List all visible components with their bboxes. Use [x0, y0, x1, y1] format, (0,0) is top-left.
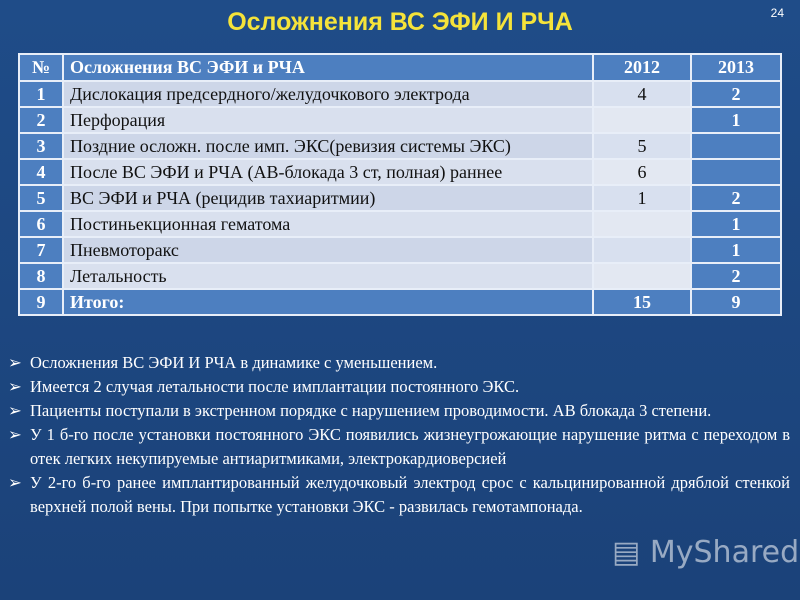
value-2013: 2 [691, 263, 781, 289]
row-number: 7 [19, 237, 63, 263]
header-2013: 2013 [691, 54, 781, 81]
bullet-item [8, 375, 790, 399]
arrow-bullet-icon: ➢ [8, 473, 22, 492]
bullet-text: У 1 б-го после установки постоянного ЭКС появились жизнеугрожающие нарушение ритма с переходом в отек легких некупируемые антиаритмиками, электрокардиоверсией [30, 425, 790, 468]
table-row [19, 159, 781, 185]
row-label: ВС ЭФИ и РЧА (рецидив тахиаритмии) [63, 185, 593, 211]
value-2012: 1 [593, 185, 691, 211]
value-2013: 1 [691, 107, 781, 133]
value-2012: 6 [593, 159, 691, 185]
value-2012 [593, 107, 691, 133]
arrow-bullet-icon: ➢ [8, 353, 22, 372]
value-2013: 9 [691, 289, 781, 315]
row-number: 3 [19, 133, 63, 159]
arrow-bullet-icon: ➢ [8, 401, 22, 420]
bullet-list [8, 351, 790, 519]
table-row [19, 263, 781, 289]
row-label: Поздние осложн. после имп. ЭКС(ревизия системы ЭКС) [63, 133, 593, 159]
table-row [19, 133, 781, 159]
value-2013 [691, 159, 781, 185]
value-2012: 5 [593, 133, 691, 159]
value-2012 [593, 263, 691, 289]
complications-table [18, 53, 782, 316]
row-label: Летальность [63, 263, 593, 289]
header-2012: 2012 [593, 54, 691, 81]
header-number: № [19, 54, 63, 81]
slide-title: Осложнения ВС ЭФИ И РЧА [227, 8, 573, 36]
table-row [19, 107, 781, 133]
row-label: Перфорация [63, 107, 593, 133]
value-2013: 2 [691, 81, 781, 107]
row-label: Итого: [63, 289, 593, 315]
bullet-text: У 2-го б-го ранее имплантированный желудочковый электрод срос с кальцинированной дряблой стенкой верхней полой вены. При попытке установки ЭКС - развилась гемотампонада. [30, 473, 790, 516]
row-number: 9 [19, 289, 63, 315]
row-number: 1 [19, 81, 63, 107]
row-label: Пневмоторакс [63, 237, 593, 263]
table-row [19, 185, 781, 211]
bullet-item [8, 471, 790, 519]
header-complications: Осложнения ВС ЭФИ и РЧА [63, 54, 593, 81]
row-label: После ВС ЭФИ и РЧА (АВ-блокада 3 ст, полная) раннее [63, 159, 593, 185]
table-header-row [19, 54, 781, 81]
row-number: 4 [19, 159, 63, 185]
value-2013: 2 [691, 185, 781, 211]
row-number: 8 [19, 263, 63, 289]
value-2012 [593, 237, 691, 263]
row-number: 6 [19, 211, 63, 237]
arrow-bullet-icon: ➢ [8, 425, 22, 444]
bullet-item [8, 423, 790, 471]
bullet-item [8, 351, 790, 375]
value-2013: 1 [691, 211, 781, 237]
myshared-watermark: ▤ MyShared [612, 535, 800, 570]
value-2013: 1 [691, 237, 781, 263]
row-label: Дислокация предсердного/желудочкового электрода [63, 81, 593, 107]
bullet-text: Пациенты поступали в экстренном порядке с нарушением проводимости. АВ блокада 3 степени. [30, 401, 712, 420]
bullet-text: Осложнения ВС ЭФИ И РЧА в динамике с уменьшением. [30, 353, 438, 372]
value-2012 [593, 211, 691, 237]
row-label: Постиньекционная гематома [63, 211, 593, 237]
bullet-item [8, 399, 790, 423]
row-number: 5 [19, 185, 63, 211]
value-2012: 15 [593, 289, 691, 315]
table-row [19, 237, 781, 263]
value-2013 [691, 133, 781, 159]
value-2012: 4 [593, 81, 691, 107]
page-number: 24 [770, 6, 784, 20]
arrow-bullet-icon: ➢ [8, 377, 22, 396]
row-number: 2 [19, 107, 63, 133]
table-row [19, 211, 781, 237]
table-row [19, 289, 781, 315]
bullet-text: Имеется 2 случая летальности после имплантации постоянного ЭКС. [30, 377, 520, 396]
table-row [19, 81, 781, 107]
